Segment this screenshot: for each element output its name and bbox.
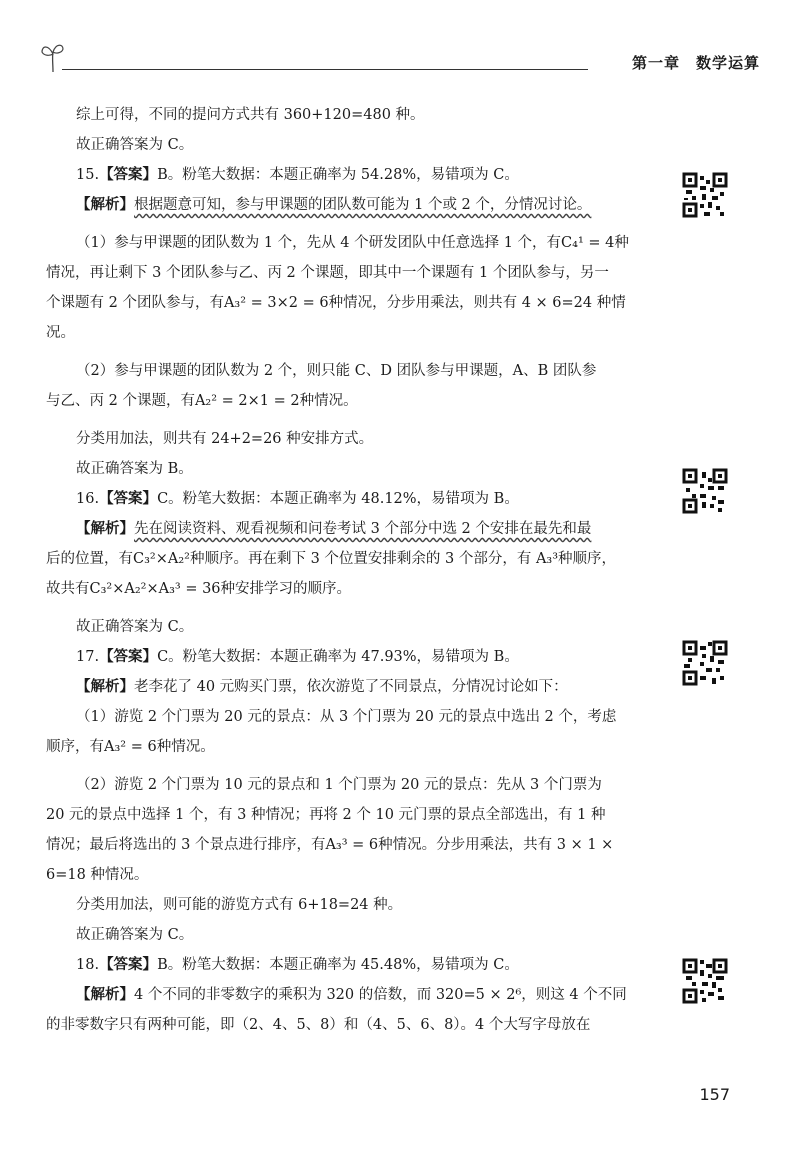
qr-code-icon[interactable] (682, 172, 728, 218)
text-line: 故正确答案为 B。 (76, 461, 193, 477)
text-line: 与乙、丙 2 个课题，有A₂² = 2×1 = 2种情况。 (46, 393, 358, 409)
qr-code-icon[interactable] (682, 640, 728, 686)
analysis-text: 根据题意可知，参与甲课题的团队数可能为 1 个或 2 个，分情况讨论。 (134, 197, 592, 213)
text-line: 分类用加法，则共有 24+2=26 种安排方式。 (76, 431, 374, 447)
text-line: 的非零数字只有两种可能，即（2、4、5、8）和（4、5、6、8）。4 个大写字母放在 (46, 1017, 591, 1033)
text-line: 故正确答案为 C。 (76, 619, 194, 635)
qr-code-icon[interactable] (682, 468, 728, 514)
answer-tag: 【答案】 (99, 648, 158, 665)
text-line: 20 元的景点中选择 1 个，有 3 种情况；再将 2 个 10 元门票的景点全部选出，有 1 种 (46, 807, 606, 823)
analysis-tag: 【解析】 (76, 986, 134, 1003)
qr-code-icon[interactable] (682, 958, 728, 1004)
text-line: 故正确答案为 C。 (76, 927, 194, 943)
answer-text: C。粉笔大数据：本题正确率为 47.93%，易错项为 B。 (157, 649, 519, 665)
text-line: 故共有C₃²×A₂²×A₃³ = 36种安排学习的顺序。 (46, 581, 352, 597)
analysis-tag: 【解析】 (76, 196, 134, 213)
analysis-tag: 【解析】 (76, 520, 134, 537)
answer-line-15 (46, 160, 652, 190)
analysis-line (46, 672, 652, 702)
header-rule (62, 69, 588, 70)
text-line: （2）游览 2 个门票为 10 元的景点和 1 个门票为 20 元的景点：先从 3 个门票为 (76, 777, 602, 793)
text-line: （1）参与甲课题的团队数为 1 个，先从 4 个研发团队中任意选择 1 个，有C₄¹ = 4种 (76, 235, 629, 251)
analysis-text: 4 个不同的非零数字的乘积为 320 的倍数，而 320=5 × 2⁶，则这 4 个不同 (134, 987, 627, 1003)
text-line: （2）参与甲课题的团队数为 2 个，则只能 C、D 团队参与甲课题，A、B 团队参 (76, 363, 597, 379)
answer-text: C。粉笔大数据：本题正确率为 48.12%，易错项为 B。 (157, 491, 519, 507)
question-number: 15. (76, 167, 100, 183)
text-line: 后的位置，有C₃²×A₂²种顺序。再在剩下 3 个位置安排剩余的 3 个部分，有 A₃³种顺序， (46, 551, 617, 567)
analysis-line (46, 980, 652, 1010)
analysis-line (46, 190, 652, 220)
question-number: 16. (76, 491, 100, 507)
text-line: 分类用加法，则可能的游览方式有 6+18=24 种。 (76, 897, 403, 913)
answer-tag: 【答案】 (99, 166, 158, 183)
text-line: 故正确答案为 C。 (76, 137, 194, 153)
question-number: 17. (76, 649, 100, 665)
question-number: 18. (76, 957, 100, 973)
analysis-tag: 【解析】 (76, 678, 134, 695)
text-line: 情况，再让剩下 3 个团队参与乙、丙 2 个课题，即其中一个课题有 1 个团队参与，另一 (46, 265, 609, 281)
text-line: 情况；最后将选出的 3 个景点进行排序，有A₃³ = 6种情况。分步用乘法，共有 3 × 1 × (46, 837, 614, 853)
text-line: （1）游览 2 个门票为 20 元的景点：从 3 个门票为 20 元的景点中选出 2 个，考虑 (76, 709, 617, 725)
answer-line-18 (46, 950, 652, 980)
analysis-line (46, 514, 652, 544)
page-number: 157 (699, 1085, 730, 1104)
answer-line-17 (46, 642, 652, 672)
answer-tag: 【答案】 (99, 490, 158, 507)
text-line: 6=18 种情况。 (46, 867, 149, 883)
page-body (46, 100, 652, 1040)
text-line: 综上可得，不同的提问方式共有 360+120=480 种。 (76, 107, 425, 123)
text-line: 个课题有 2 个团队参与，有A₃² = 3×2 = 6种情况，分步用乘法，则共有 4 × 6=24 种情况。 (46, 295, 626, 341)
answer-tag: 【答案】 (99, 956, 158, 973)
analysis-text: 老李花了 40 元购买门票，依次游览了不同景点，分情况讨论如下： (134, 679, 568, 695)
text-line: 顺序，有A₃² = 6种情况。 (46, 739, 215, 755)
chapter-title: 第一章 数学运算 (631, 54, 760, 72)
page-header (40, 36, 760, 80)
answer-text: B。粉笔大数据：本题正确率为 45.48%，易错项为 C。 (157, 957, 519, 973)
answer-line-16 (46, 484, 652, 514)
answer-text: B。粉笔大数据：本题正确率为 54.28%，易错项为 C。 (157, 167, 519, 183)
analysis-text: 先在阅读资料、观看视频和问卷考试 3 个部分中选 2 个安排在最先和最 (134, 521, 592, 537)
